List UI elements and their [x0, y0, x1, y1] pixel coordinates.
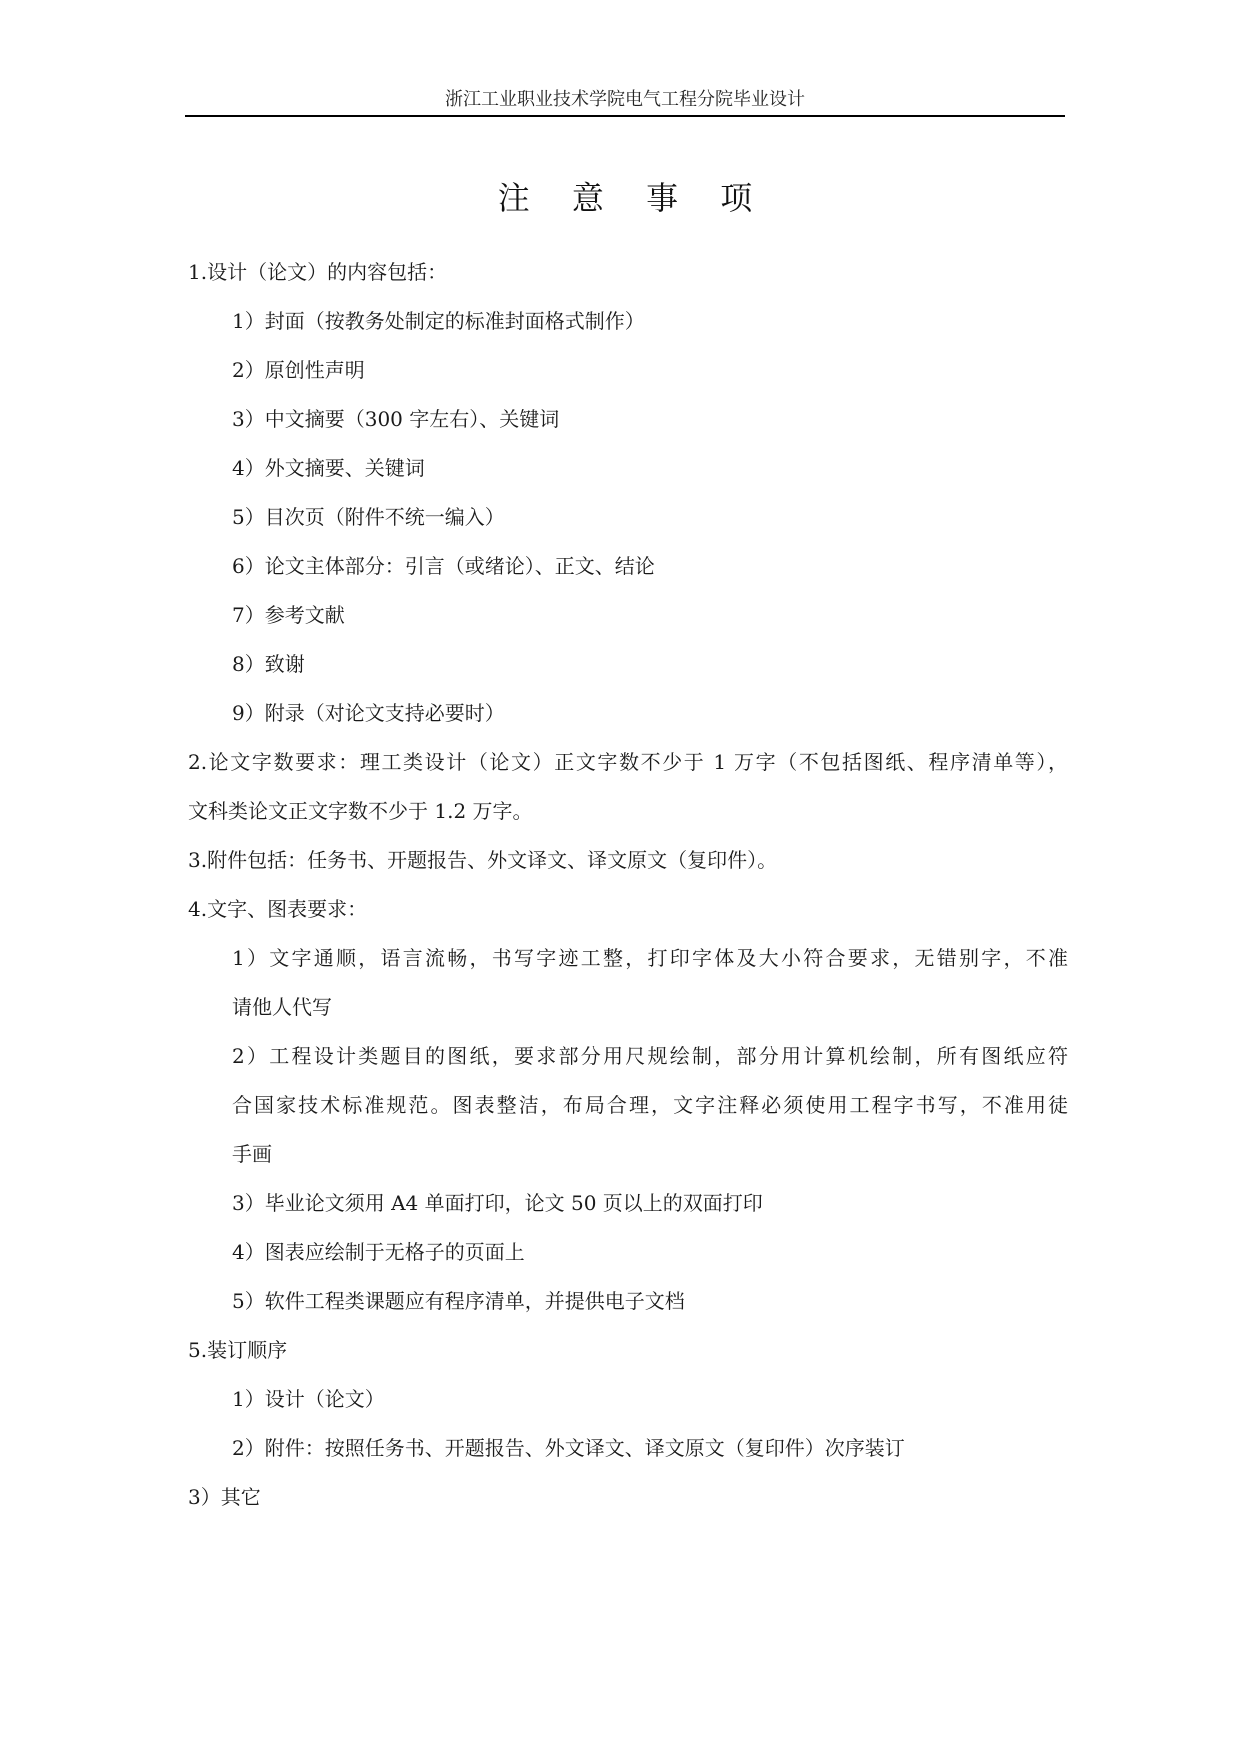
- section-4-item-5: 5）软件工程类课题应有程序清单，并提供电子文档: [232, 1289, 685, 1313]
- section-1-item-6: 6）论文主体部分：引言（或绪论）、正文、结论: [232, 554, 655, 578]
- running-header: 浙江工业职业技术学院电气工程分院毕业设计: [445, 89, 805, 110]
- section-4-heading: 4.文字、图表要求：: [188, 897, 368, 921]
- section-1-item-1: 1）封面（按教务处制定的标准封面格式制作）: [232, 309, 645, 333]
- section-4-item-4: 4）图表应绘制于无格子的页面上: [232, 1240, 525, 1264]
- section-1-item-2: 2）原创性声明: [232, 358, 365, 382]
- section-4-item-1-line-1: [188, 942, 1068, 991]
- section-4-item-2-line-2-text: 合国家技术标准规范。图表整洁，布局合理，文字注释必须使用工程字书写，不准用徒: [232, 1093, 1068, 1117]
- section-5-item-1: 1）设计（论文）: [232, 1387, 385, 1411]
- section-2-line-2: 文科类论文正文字数不少于 1.2 万字。: [188, 799, 533, 823]
- section-1-item-3: 3）中文摘要（300 字左右）、关键词: [232, 407, 560, 431]
- section-1-item-5: 5）目次页（附件不统一编入）: [232, 505, 505, 529]
- section-4-item-2-line-1-text: 2）工程设计类题目的图纸，要求部分用尺规绘制，部分用计算机绘制，所有图纸应符: [232, 1044, 1068, 1068]
- section-1-item-8: 8）致谢: [232, 652, 305, 676]
- section-5-heading: 5.装订顺序: [188, 1338, 288, 1362]
- header-rule: [185, 115, 1065, 117]
- section-1-item-9: 9）附录（对论文支持必要时）: [232, 701, 505, 725]
- section-4-item-3: 3）毕业论文须用 A4 单面打印，论文 50 页以上的双面打印: [232, 1191, 763, 1215]
- section-4-item-2-line-2: [188, 1089, 1068, 1138]
- document-body: [188, 256, 1068, 1530]
- section-4-item-2-line-1: [188, 1040, 1068, 1089]
- section-4-item-1-line-2: 请他人代写: [232, 995, 332, 1019]
- section-1-heading: 1.设计（论文）的内容包括：: [188, 260, 448, 284]
- section-2-line-1: 2.论文字数要求：理工类设计（论文）正文字数不少于 1 万字（不包括图纸、程序清单等），: [188, 750, 1068, 774]
- section-5-item-3: 3）其它: [188, 1485, 261, 1509]
- section-3-line: 3.附件包括：任务书、开题报告、外文译文、译文原文（复印件）。: [188, 848, 778, 872]
- section-5-item-2: 2）附件：按照任务书、开题报告、外文译文、译文原文（复印件）次序装订: [232, 1436, 905, 1460]
- section-1-item-4: 4）外文摘要、关键词: [232, 456, 425, 480]
- page-title: 注 意 事 项: [497, 179, 769, 217]
- section-4-item-2-line-3: 手画: [232, 1142, 272, 1166]
- section-1-item-7: 7）参考文献: [232, 603, 345, 627]
- section-4-item-1-line-1-text: 1）文字通顺，语言流畅，书写字迹工整，打印字体及大小符合要求，无错别字，不准: [232, 946, 1068, 970]
